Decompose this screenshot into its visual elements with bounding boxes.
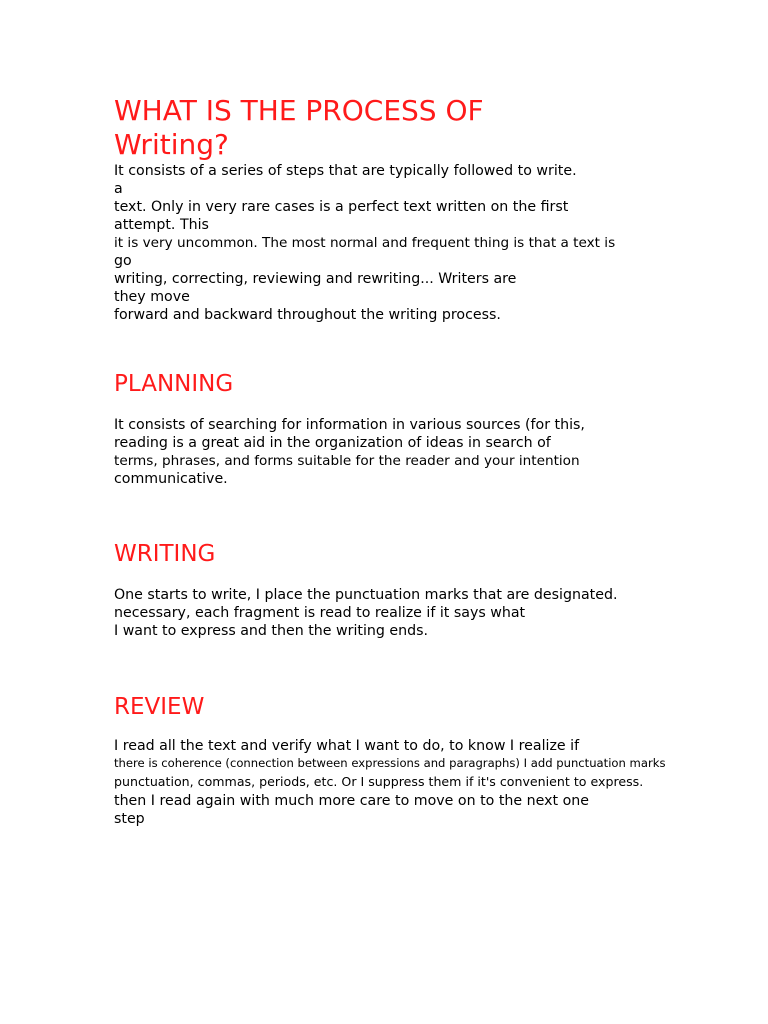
title-line: Writing? xyxy=(114,128,229,161)
paragraph-line: terms, phrases, and forms suitable for the reader and your intention xyxy=(114,453,580,469)
paragraph-line: it is very uncommon. The most normal and frequent thing is that a text is xyxy=(114,235,616,251)
section-heading: PLANNING xyxy=(114,371,234,397)
paragraph-line: It consists of a series of steps that are typically followed to write. xyxy=(114,163,577,179)
intro-paragraph xyxy=(114,162,615,324)
paragraph-line: punctuation, commas, periods, etc. Or I suppress them if it's convenient to express. xyxy=(114,774,644,789)
document-title xyxy=(114,94,484,162)
section-writing-body xyxy=(114,586,617,640)
paragraph-line: attempt. This xyxy=(114,217,209,233)
section-review-body xyxy=(114,738,665,828)
section-review xyxy=(114,693,204,721)
paragraph-line: It consists of searching for information in various sources (for this, xyxy=(114,417,585,433)
paragraph-line: forward and backward throughout the writing process. xyxy=(114,307,501,323)
paragraph-line: there is coherence (connection between expressions and paragraphs) I add punctuation marks xyxy=(114,756,666,770)
paragraph-line: text. Only in very rare cases is a perfect text written on the first xyxy=(114,199,569,215)
paragraph-line: they move xyxy=(114,289,190,305)
paragraph-line: I want to express and then the writing ends. xyxy=(114,623,429,639)
paragraph-line: step xyxy=(114,811,145,827)
paragraph-line: communicative. xyxy=(114,471,228,487)
title-line: WHAT IS THE PROCESS OF xyxy=(114,94,484,127)
section-planning-body xyxy=(114,416,585,488)
paragraph-line: go xyxy=(114,253,132,269)
section-writing xyxy=(114,540,215,568)
section-heading: WRITING xyxy=(114,541,216,567)
paragraph-line: One starts to write, I place the punctuation marks that are designated. xyxy=(114,587,618,603)
paragraph-line: writing, correcting, reviewing and rewriting... Writers are xyxy=(114,271,517,287)
paragraph-line: reading is a great aid in the organization of ideas in search of xyxy=(114,435,551,451)
paragraph-line: necessary, each fragment is read to realize if it says what xyxy=(114,605,526,621)
section-heading: REVIEW xyxy=(114,694,205,720)
paragraph-line: then I read again with much more care to move on to the next one xyxy=(114,793,589,809)
paragraph-line: a xyxy=(114,181,123,197)
paragraph-line: I read all the text and verify what I want to do, to know I realize if xyxy=(114,738,580,754)
section-planning xyxy=(114,370,233,398)
